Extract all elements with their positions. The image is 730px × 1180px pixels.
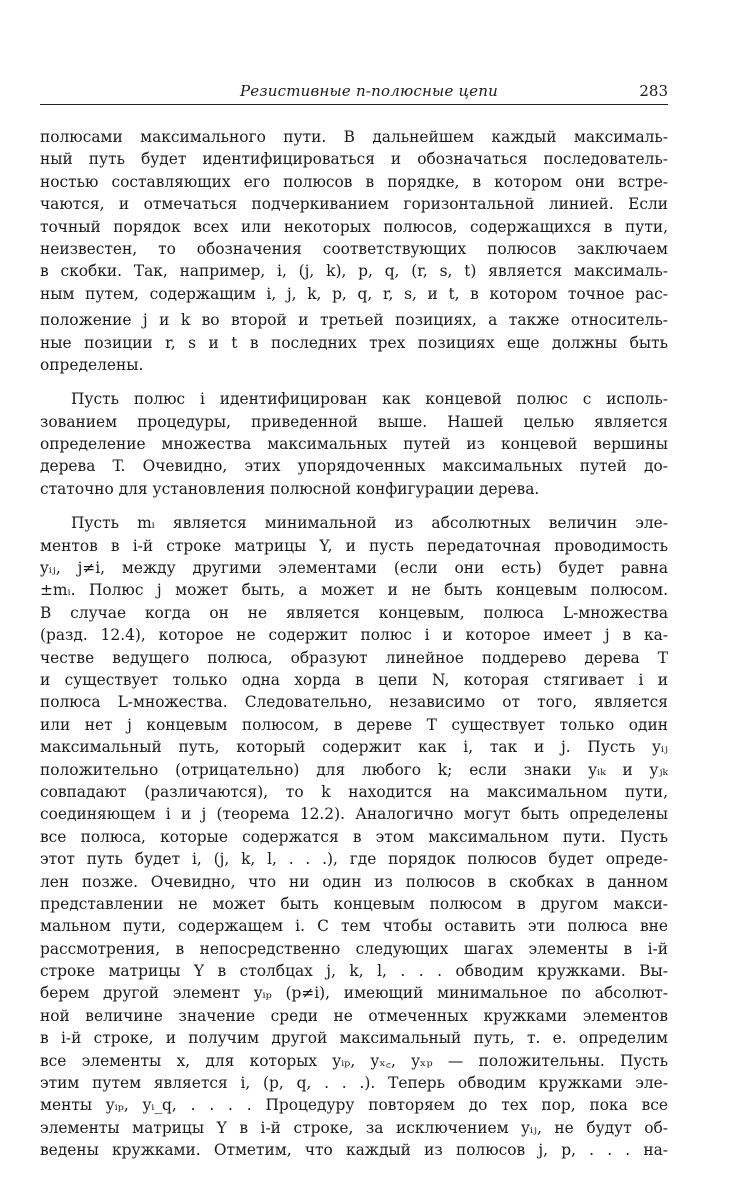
- text-line: ментов в i-й строке матрицы Y, и пусть передаточная проводимость: [40, 536, 668, 555]
- text-line: или нет j концевым полюсом, в дереве T существует только один: [40, 715, 668, 734]
- text-line: берем другой элемент yᵢₚ (p≠i), имеющий минимальное по абсолют-: [40, 984, 668, 1003]
- text-line: ной величине значение среди не отмеченных кружками элементов: [40, 1006, 668, 1025]
- text-line: определены.: [40, 355, 144, 374]
- text-line: неизвестен, то обозначения соответствующих полюсов заключаем: [40, 239, 668, 258]
- paragraph: [40, 126, 668, 376]
- text-line: ные позиции r, s и t в последних трех позициях еще должны быть: [40, 333, 668, 352]
- text-line: точный порядок всех или некоторых полюсов, содержащихся в пути,: [40, 217, 668, 236]
- text-line: лен позже. Очевидно, что ни один из полюсов в скобках в данном: [40, 872, 668, 891]
- text-line: дерева T. Очевидно, этих упорядоченных максимальных путей до-: [40, 457, 668, 476]
- text-line: в i-й строке, и получим другой максимальный путь, т. е. определим: [40, 1029, 668, 1048]
- text-line: совпадают (различаются), то k находится на максимальном пути,: [40, 782, 668, 801]
- text-line: в скобки. Так, например, i, (j, k), p, q, (r, s, t) является максималь-: [40, 262, 668, 281]
- running-head-title: Резистивные n-полюсные цепи: [240, 82, 498, 100]
- text-line: ведены кружками. Отметим, что каждый из полюсов j, p, . . . на-: [40, 1141, 668, 1160]
- text-line: В случае когда он не является концевым, полюса L-множества: [40, 603, 668, 622]
- page-number: 283: [639, 82, 668, 100]
- running-head: [40, 82, 668, 105]
- text-line: зованием процедуры, приведенной выше. Нашей целью является: [40, 412, 668, 431]
- text-line: yᵢⱼ, j≠i, между другими элементами (если они есть) будет равна: [40, 559, 668, 578]
- text-line: представлении не может быть концевым полюсом в другом макси-: [40, 894, 668, 913]
- text-line: ным путем, содержащим i, j, k, p, q, r, s, и t, в котором точное рас-: [40, 284, 668, 303]
- text-line: ностью составляющих его полюсов в порядке, в котором они встре-: [40, 172, 668, 191]
- text-line: полюсами максимального пути. В дальнейшем каждый максималь-: [40, 128, 668, 146]
- text-line: статочно для установления полюсной конфигурации дерева.: [40, 479, 540, 498]
- text-line: (разд. 12.4), которое не содержит полюс i и которое имеет j в ка-: [40, 626, 668, 645]
- text-line: ный путь будет идентифицироваться и обозначаться последователь-: [40, 150, 668, 169]
- text-line: соединяющем i и j (теорема 12.2). Аналогично могут быть определены: [40, 805, 668, 824]
- text-line: строке матрицы Y в столбцах j, k, l, . . . обводим кружками. Вы-: [40, 962, 668, 981]
- text-line: определение множества максимальных путей из концевой вершины: [40, 435, 668, 454]
- text-line: рассмотрения, в непосредственно следующих шагах элементы в i-й: [40, 939, 668, 958]
- text-line: Пусть полюс i идентифицирован как концевой полюс с исполь-: [71, 390, 668, 409]
- text-line: ±mᵢ. Полюс j может быть, а может и не быть концевым полюсом.: [40, 581, 668, 600]
- text-line: чаются, и отмечаться подчеркиванием горизонтальной линией. Если: [40, 195, 668, 214]
- text-line: честве ведущего полюса, образуют линейное поддерево дерева T: [40, 648, 668, 667]
- text-line: максимальный путь, который содержит как i, так и j. Пусть yᵢⱼ: [40, 738, 668, 757]
- text-line: положительно (отрицательно) для любого k; если знаки yᵢₖ и yⱼₖ: [40, 760, 668, 779]
- text-line: этот путь будет i, (j, k, l, . . .), где порядок полюсов будет опреде-: [40, 850, 668, 869]
- text-line: полюса L-множества. Следовательно, независимо от того, является: [40, 693, 668, 712]
- text-line: Пусть mᵢ является минимальной из абсолютных величин эле-: [71, 514, 668, 533]
- text-line: мальном пути, содержащем i. С тем чтобы оставить эти полюса вне: [40, 917, 668, 936]
- paragraph: [40, 388, 668, 500]
- text-line: положение j и k во второй и третьей позициях, а также относитель-: [40, 311, 668, 330]
- paragraph: [40, 512, 668, 1161]
- text-line: этим путем является i, (p, q, . . .). Теперь обводим кружками эле-: [40, 1074, 668, 1093]
- text-line: менты yᵢₚ, yᵢ_q, . . . . Процедуру повторяем до тех пор, пока все: [40, 1096, 668, 1115]
- text-line: элементы матрицы Y в i-й строке, за исключением yᵢⱼ, не будут об-: [40, 1118, 668, 1137]
- text-line: все элементы x, для которых yᵢₚ, yₓ꜀, yₓₚ — положительны. Пусть: [40, 1051, 668, 1070]
- text-line: и существует только одна хорда в цепи N, которая стягивает i и: [40, 670, 668, 689]
- body-text: [40, 126, 668, 1174]
- text-line: все полюса, которые содержатся в этом максимальном пути. Пусть: [40, 827, 668, 846]
